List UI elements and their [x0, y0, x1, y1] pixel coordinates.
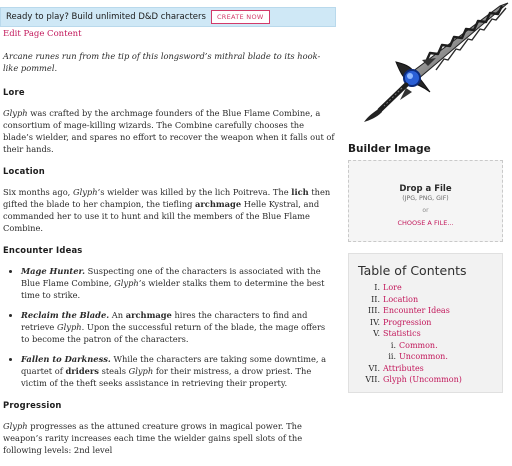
- toc-link[interactable]: Uncommon.: [399, 352, 448, 361]
- bold-term: archmage: [125, 310, 172, 320]
- toc-list: [358, 282, 502, 386]
- sword-image: [350, 0, 512, 126]
- promo-banner: [0, 7, 336, 27]
- toc-link[interactable]: Statistics: [383, 329, 421, 338]
- toc-item-number: VII.: [365, 375, 380, 384]
- sword-pommel: [364, 108, 382, 122]
- italic-term: Glyph: [72, 187, 98, 197]
- toc-item-number: I.: [374, 283, 380, 292]
- bold-term: lich: [291, 187, 309, 197]
- toc-item-number: V.: [373, 329, 380, 338]
- article-content: [3, 50, 335, 466]
- toc-item: [358, 340, 502, 352]
- sword-blade: [412, 3, 508, 79]
- encounter-item: • Reclaim the Blade. An archmage hires the characters to find and retrieve Glyph. Upon the successful return of the blade, the mage offers to become the patron of the characters.: [21, 309, 335, 345]
- bold-term: driders: [65, 366, 99, 376]
- toc-item: [358, 282, 502, 294]
- section-title-encounter-ideas: Encounter Ideas: [3, 245, 83, 255]
- toc-item-number: i.: [390, 340, 396, 350]
- toc-link[interactable]: Location: [383, 294, 419, 304]
- drop-or: or: [422, 207, 429, 214]
- italic-term: Glyph: [128, 366, 154, 376]
- item-lead: Reclaim the Blade.: [21, 310, 110, 320]
- toc-title: Table of Contents: [358, 263, 467, 278]
- toc-item-number: IV.: [369, 317, 380, 327]
- create-now-button[interactable]: CREATE NOW: [211, 10, 270, 24]
- toc-item: [358, 351, 502, 363]
- drop-title: Drop a File: [399, 184, 452, 194]
- toc-item: [358, 363, 502, 375]
- intro-text: Arcane runes run from the tip of this longsword’s mithral blade to its hook-like pommel.: [3, 51, 321, 73]
- sword-gem-highlight: [407, 73, 413, 79]
- toc-item: [358, 374, 502, 386]
- banner-text: Ready to play? Build unlimited D&D characters: [6, 12, 206, 22]
- item-lead: Fallen to Darkness.: [21, 354, 111, 364]
- toc-item: [358, 305, 502, 317]
- italic-term: Glyph: [3, 108, 28, 118]
- table-of-contents: [348, 253, 503, 393]
- toc-link[interactable]: Encounter Ideas: [383, 306, 450, 315]
- bold-term: archmage: [195, 199, 242, 209]
- italic-term: Glyph: [3, 421, 28, 431]
- toc-item: [358, 317, 502, 329]
- toc-link[interactable]: Progression: [383, 317, 432, 327]
- toc-item-number: II.: [371, 294, 380, 304]
- italic-term: Glyph: [114, 278, 139, 288]
- toc-item-number: III.: [367, 306, 380, 315]
- italic-term: Glyph: [56, 322, 82, 332]
- toc-item: [358, 328, 502, 340]
- toc-link[interactable]: Glyph (Uncommon): [383, 375, 462, 384]
- section-title-lore: Lore: [3, 87, 25, 97]
- drop-file-types: (JPG, PNG, GIF): [402, 195, 449, 202]
- encounter-item: • Mage Hunter. Suspecting one of the characters is associated with the Blue Flame Combine, Glyph’s wielder stalks them to determine the best time to strike.: [21, 265, 335, 301]
- lore-paragraph: Glyph was crafted by the archmage founders of the Blue Flame Combine, a consortium of mage-killing wizards. The Combine carefully chooses the blade’s wielder, and spares no effort to recover the weapon when it falls out of their hands.: [3, 108, 335, 154]
- edit-page-link[interactable]: Edit Page Content: [3, 29, 82, 39]
- item-lead: Mage Hunter.: [21, 266, 86, 276]
- toc-link[interactable]: Lore: [383, 283, 402, 292]
- builder-image-title: Builder Image: [348, 143, 431, 155]
- choose-file-button[interactable]: CHOOSE A FILE...: [397, 219, 454, 227]
- toc-link[interactable]: Attributes: [383, 363, 424, 373]
- toc-item: [358, 294, 502, 306]
- section-title-progression: Progression: [3, 400, 62, 410]
- encounter-list: [3, 265, 335, 389]
- section-title-location: Location: [3, 166, 45, 176]
- toc-link[interactable]: Common.: [399, 340, 438, 350]
- toc-item-number: VI.: [368, 363, 380, 373]
- encounter-item: • Fallen to Darkness. While the characters are taking some downtime, a quartet of driders steals Glyph for their mistress, a drow priest. The victim of the theft seeks assistance in retrieving their property.: [21, 353, 335, 389]
- toc-item-number: ii.: [388, 352, 396, 361]
- file-dropzone[interactable]: [348, 160, 503, 242]
- location-paragraph: Six months ago, Glyph’s wielder was killed by the lich Poitreva. The lich then gifted the blade to her champion, the tiefling archmage Helle Kystral, and commanded her to use it to hunt and kill the members of the Blue Flame Combine.: [3, 187, 331, 233]
- progression-paragraph: Glyph progresses as the attuned creature grows in magical power. The weapon’s rarity increases each time the wielder gains spell slots of the following levels: 2nd level: [3, 421, 303, 455]
